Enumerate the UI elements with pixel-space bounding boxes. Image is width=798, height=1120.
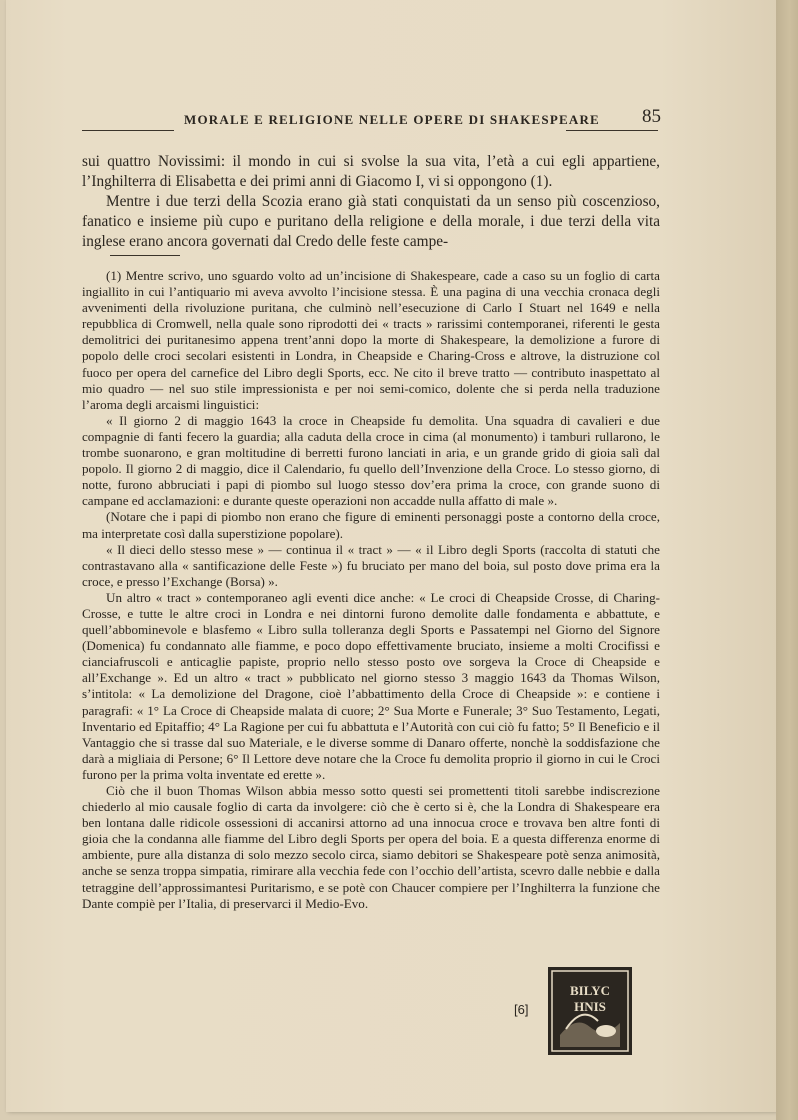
footnote-paragraph-2: « Il giorno 2 di maggio 1643 la croce in Cheapside fu demolita. Una squadra di cavalieri e due compagnie di fanti fecero la guardia; alla caduta della croce in cima (al monumento) i tamburi rullarono, le trombe suonarono, e gran moltitudine di berretti furono lanciati in aria, e un grande grido di gioia salì dal popolo. Il giorno 2 di maggio, dice il Calendario, fu quello dell’Invenzione della Croce. Lo stesso giorno, di notte, furono abbruciati i papi di piombo sul luogo stesso dov’era prima la croce, con grande suono di campane ed acclamazioni: e durante queste operazioni non accadde nulla affatto di male ». (82, 412, 660, 509)
footnote-paragraph-5: Un altro « tract » contemporaneo agli eventi dice anche: « Le croci di Cheapside Crosse, di Charing-Crosse, e tutte le altre croci in Londra e nei dintorni furono demolite dalle fondamenta e abbattute, e quell’abbominevole e blasfemo « Libro sulla tolleranza degli Sports e Passatempi nel Giorno del Signore (Domenica) fu condannato alle fiamme, e poco dopo effettivamente bruciato, insieme a molti Crocifissi e cianciafruscoli e anticaglie papiste, proprio nello stesso posto ove sorgeva la Croce di Cheapside e all’Exchange ». Ed un altro « tract » pubblicato nel giorno stesso 3 maggio 1643 da Thomas Wilson, s’intitola: « La demolizione del Dragone, cioè l’abbattimento della Croce di Cheapside »: e contiene i paragrafi: « 1° La Croce di Cheapside malata di cuore; 2° Sua Morte e Funerale; 3° Suo Testamento, Legati, Inventario ed Epitaffio; 4° La Ragione per cui fu abbattuta e l’Autorità con cui ciò fu fatto; 5° Il Beneficio e il Vantaggio che si trasse dal suo Materiale, e le diverse somme di Danaro offerte, nonchè la soddisfazione che darà a migliaia di Persone; 6° Il Lettore deve notare che la Croce fu demolita proprio il giorno in cui le Croci furono per la prima volta inventate ed erette ». (82, 589, 660, 782)
footnote-paragraph-4: « Il dieci dello stesso mese » — continua il « tract » — « il Libro degli Sports (raccolta di statuti che contrastavano alla « santificazione delle Feste ») fu bruciato per mano del boia, sul posto dove prima era la croce, e presso l’Exchange (Borsa) ». (82, 541, 660, 589)
header-rule-right (566, 130, 658, 131)
footnote-paragraph-6: Ciò che il buon Thomas Wilson abbia messo sotto questi sei promettenti titoli sarebbe indiscrezione chiederlo al mio causale foglio di carta da involgere: ciò che è certo si è, che la Londra di Shakespeare era ben lontana dalle ridicole ossessioni di accanirsi attorno ad una innocua croce e trovava ben altre fonti di gioia che la condanna alle fiamme del Libro degli Sports per opera del boia. E a questa differenza enorme di ambiente, pure alla distanza di solo mezzo secolo circa, siamo debitori se Shakespeare potè senza animosità, anche se senza troppa simpatia, rimirare alla vecchia fede con l’occhio dell’artista, scevro dalle nebbie e dalla tetraggine dell’approssimantesi Puritarismo, e se potè con Chaucer compiere per l’Inghilterra la funzione che Dante compiè per l’Italia, di preservarci il Medio-Evo. (82, 783, 660, 911)
book-page (6, 0, 776, 1112)
body-paragraph-1: sui quattro Novissimi: il mondo in cui si svolse la sua vita, l’età a cui egli appartiene, l’Inghilterra di Elisabetta e dei primi anni di Giacomo I, vi si oppongono (1). (82, 153, 660, 190)
body-paragraph-2: Mentre i due terzi della Scozia erano già stati conquistati da un senso più coscenzioso, fanatico e insieme più cupo e puritano della religione e della morale, i due terzi della vita inglese erano ancora governati dal Credo delle feste campe- (82, 193, 660, 250)
page-number: 85 (642, 106, 661, 127)
book-edge (776, 0, 798, 1120)
running-title: MORALE E RELIGIONE NELLE OPERE DI SHAKESPEARE (184, 112, 600, 127)
main-text (82, 152, 660, 252)
footnote-paragraph-1: (1) Mentre scrivo, uno sguardo volto ad un’incisione di Shakespeare, cade a caso su un foglio di carta ingiallito in cui l’antiquario mi aveva avvolto l’incisione stessa. È una pagina di una vecchia cronaca degli avvenimenti della rivoluzione puritana, che culminò nell’esecuzione di Carlo I Stuart nel 1649 e nella repubblica di Cromwell, nella quale sono riprodotti dei « tracts » rarissimi contemporanei, riferenti le gesta demolitrici dei puritanesimo appena trent’anni dopo la morte di Shakespeare, la demolizione a furore di popolo delle croci secolari esistenti in Londra, in Cheapside e Charing-Cross e altrove, la distruzione col fuoco per opera del carnefice del Libro degli Sports, ecc. Ne cito il breve tratto — contributo inaspettato al mio quadro — nel suo stile impressionista e per noi semi-comico, dolente che si perda nella traduzione l’aroma degli arcaismi linguistici: (82, 268, 660, 412)
header-rule-left (82, 130, 174, 131)
svg-text:HNIS: HNIS (574, 999, 606, 1014)
footnote (82, 268, 660, 912)
footnote-rule (110, 255, 180, 256)
bilychnis-emblem-icon (546, 965, 634, 1057)
signature-mark: [6] (514, 1002, 529, 1017)
footnote-paragraph-3: (Notare che i papi di piombo non erano che figure di eminenti personaggi poste a contorno della croce, ma interpretate così dalla superstizione popolare). (82, 509, 660, 541)
svg-text:BILYC: BILYC (570, 983, 610, 998)
